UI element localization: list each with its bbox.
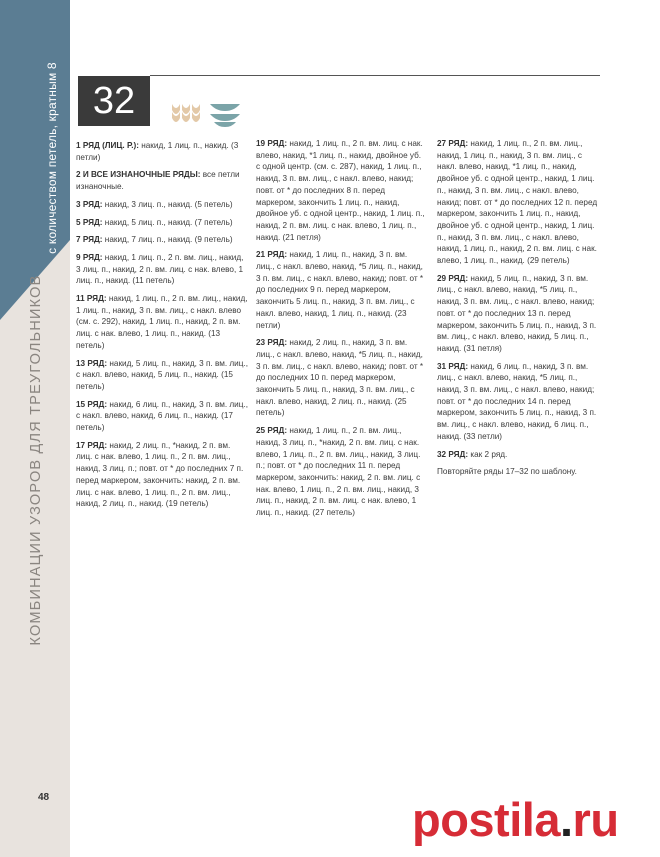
- row-15: 15 РЯД: накид, 6 лиц. п., накид, 3 п. вм. лиц., с накл. влево, накид, 6 лиц. п., накид. (17 петель): [76, 399, 248, 433]
- pattern-number: 32: [78, 76, 150, 126]
- header-rule: [150, 75, 600, 76]
- row-7: 7 РЯД: накид, 7 лиц. п., накид. (9 петель): [76, 235, 233, 245]
- knit-swatch-icon-beige: [172, 104, 200, 122]
- swatch-icons: [170, 102, 250, 133]
- row-21: 21 РЯД: накид, 1 лиц. п., накид, 3 п. вм. лиц., с накл. влево, накид, *5 лиц. п., накид, 3 п. вм. лиц., с накл. влево, накид; повт. от * до последних 9 п. перед маркером, закончить 5 лиц. п., накид, 3 п. вм. лиц., с накл. влево, накид, 1 лиц. п., накид. (23 петли): [256, 250, 424, 330]
- row-25: 25 РЯД: накид, 1 лиц. п., 2 п. вм. лиц., накид, 3 лиц. п., *накид, 2 п. вм. лиц. с нак. влево, 1 лиц. п., 2 п. вм. лиц., накид, 3 лиц. п.; повт. от * до последних 11 п. перед маркером, закончить: накид, 2 п. вм. лиц. с нак. влево, 1 лиц. п., 2 п. вм. лиц., накид, 3 лиц. п., накид, 2 п. вм. лиц. с нак. влево, 1 лиц. п., накид. (27 петель): [256, 426, 421, 518]
- row-17: 17 РЯД: накид, 2 лиц. п., *накид, 2 п. вм. лиц. с нак. влево, 1 лиц. п., 2 п. вм. лиц., накид, 3 лиц. п.; повт. от * до последних 7 п. перед маркером, закончить: накид, 2 п. вм. лиц. с нак. влево, 1 лиц. п., 2 п. вм. лиц., накид, 2 лиц. п., накид. (19 петель): [76, 440, 244, 509]
- row-23: 23 РЯД: накид, 2 лиц. п., накид, 3 п. вм. лиц., с накл. влево, накид, *5 лиц. п., накид, 3 п. вм. лиц., с накл. влево, накид; повт. от * до последних 10 п. перед маркером, закончить 5 лиц. п., накид, 3 п. вм. лиц., с накл. влево, накид, 2 лиц. п., накид. (25 петель): [256, 338, 424, 418]
- side-title: КОМБИНАЦИИ УЗОРОВ ДЛЯ ТРЕУГОЛЬНИКОВ: [28, 274, 44, 646]
- instructions-column-1: [76, 140, 248, 516]
- instructions-column-2: [256, 138, 426, 525]
- watermark-logo: postila.ru: [412, 793, 619, 846]
- repeat-note: Повторяйте ряды 17–32 по шаблону.: [437, 467, 577, 477]
- row-11: 11 РЯД: накид, 1 лиц. п., 2 п. вм. лиц., накид, 1 лиц. п., накид, 3 п. вм. лиц., с накл. влево (см. с. 292), накид, 1 лиц. п., накид, 2 п. вм. лиц. с нак. влево, 1 лиц. п., накид. (13 петель): [76, 294, 248, 350]
- row-31: 31 РЯД: накид, 6 лиц. п., накид, 3 п. вм. лиц., с накл. влево, накид, *5 лиц. п., накид, 3 п. вм. лиц., с накл. влево, накид; повт. от * до последних 14 п. перед маркером, закончить 5 лиц. п., накид, 3 п. вм. лиц., с накл. влево, накид, 6 лиц. п., накид. (33 петли): [437, 361, 597, 441]
- row-13: 13 РЯД: накид, 5 лиц. п., накид, 3 п. вм. лиц., с накл. влево, накид, 5 лиц. п., накид. (15 петель): [76, 358, 248, 391]
- row-1: 1 РЯД (ЛИЦ. Р.): накид, 1 лиц. п., накид. (3 петли): [76, 141, 239, 162]
- row-2: 2 И ВСЕ ИЗНАНОЧНЫЕ РЯДЫ: все петли изнаночные.: [76, 170, 240, 192]
- row-5: 5 РЯД: накид, 5 лиц. п., накид. (7 петель): [76, 217, 233, 227]
- page-number: 48: [38, 792, 50, 803]
- side-subtitle: с количеством петель, кратным 8: [45, 62, 59, 254]
- row-9: 9 РЯД: накид, 1 лиц. п., 2 п. вм. лиц., накид, 3 лиц. п., накид, 2 п. вм. лиц. с нак. влево, 1 лиц. п., накид. (11 петель): [76, 252, 244, 286]
- knit-swatch-icon-teal: [210, 104, 240, 127]
- instructions-column-3: [437, 138, 601, 484]
- row-3: 3 РЯД: накид, 3 лиц. п., накид. (5 петель): [76, 199, 233, 209]
- row-19: 19 РЯД: накид, 1 лиц. п., 2 п. вм. лиц. с нак. влево, накид, *1 лиц. п., накид, двойное уб. с одной центр. (см. с. 287), накид, 1 лиц. п., накид, 3 п. вм. лиц., с накл. влево, накид; повт. от * до последних 8 п. перед маркером, закончить 1 лиц. п., накид, двойное уб. с одной центр., накид, 1 лиц. п., накид, 2 п. вм. лиц. с нак. влево, 1 лиц. п., накид. (21 петля): [256, 139, 425, 242]
- row-27: 27 РЯД: накид, 1 лиц. п., 2 п. вм. лиц., накид, 1 лиц. п., накид, 3 п. вм. лиц., с накл. влево, накид, *1 лиц. п., накид, двойное уб. с одной центр., накид, 1 лиц. п., накид, 3 п. вм. лиц., с накл. влево, накид; повт. от * до последних 12 п. перед маркером, закончить 1 лиц. п., накид, двойное уб. с одной центр., накид, 1 лиц. п., накид, 3 п. вм. лиц., с накл. влево, накид, 1 лиц. п., накид, 2 п. вм. лиц. с нак. влево, 1 лиц. п., накид. (29 петель): [437, 139, 598, 266]
- side-tab: [0, 0, 70, 857]
- row-29: 29 РЯД: накид, 5 лиц. п., накид, 3 п. вм. лиц., с накл. влево, накид, *5 лиц. п., накид, 3 п. вм. лиц., с накл. влево, накид; повт. от * до последних 13 п. перед маркером, закончить 5 лиц. п., накид, 3 п. вм. лиц., с накл. влево, накид, 5 лиц. п., накид. (31 петля): [437, 273, 597, 353]
- row-32: 32 РЯД: как 2 ряд.: [437, 449, 508, 459]
